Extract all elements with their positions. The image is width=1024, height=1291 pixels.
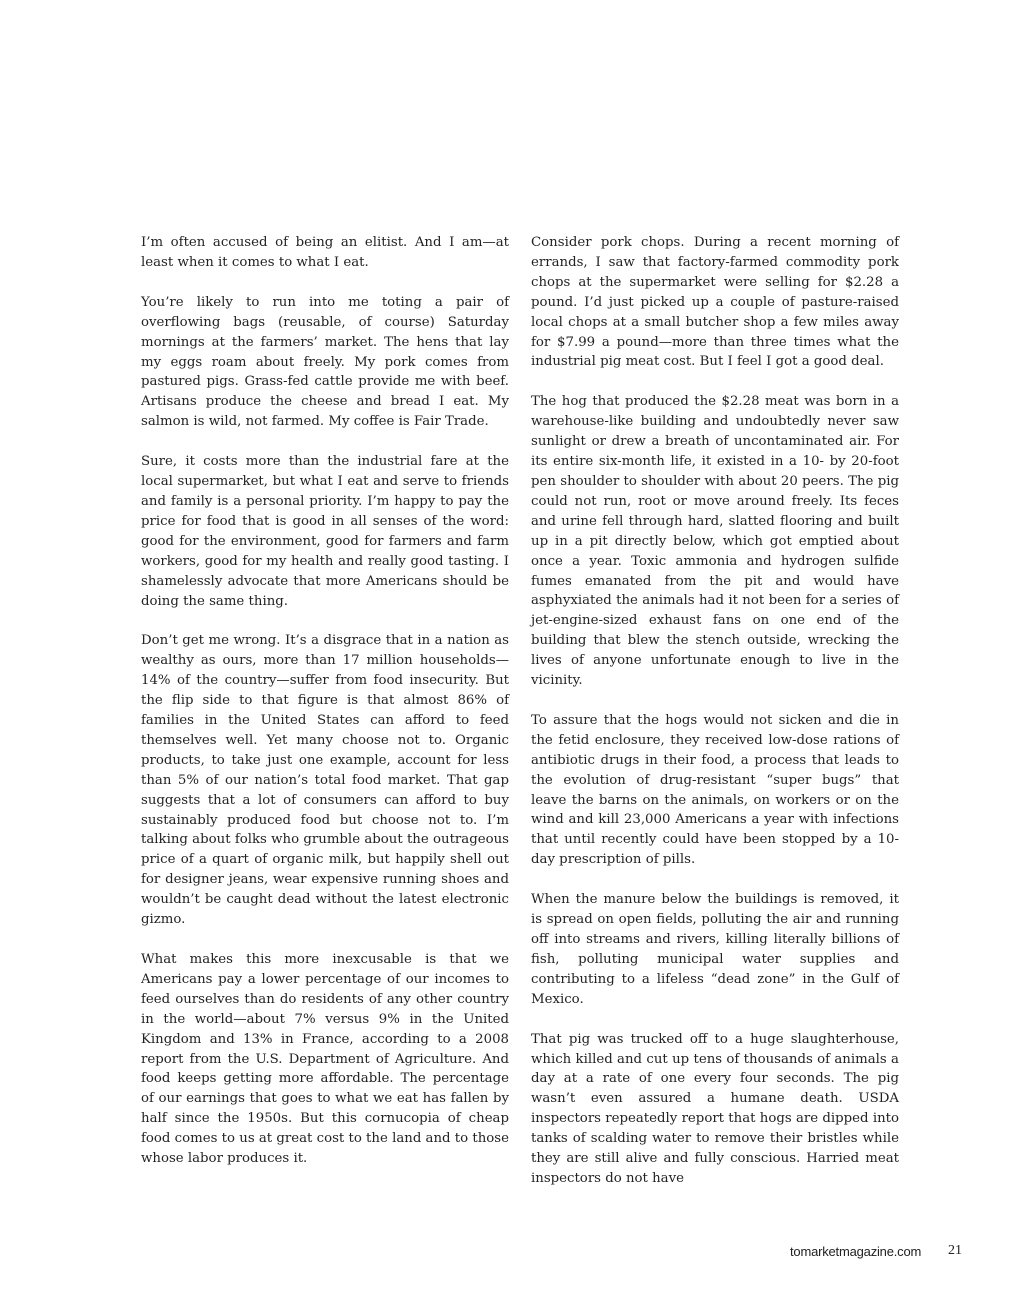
article-left-column (141, 233, 509, 1189)
paragraph: Consider pork chops. During a recent morning of errands, I saw that factory-farmed commodity pork chops at the supermarket were selling for $2.28 a pound. I’d just picked up a couple of pasture-raised local chops at a small butcher shop a few miles away for $7.99 a pound—more than three times what the industrial pig meat cost. But I feel I got a good deal. (531, 235, 899, 370)
paragraph: What makes this more inexcusable is that we Americans pay a lower percentage of our incomes to feed ourselves than do residents of any other country in the world—about 7% versus 9% in the United Kingdom and 13% in France, according to a 2008 report from the U.S. Department of Agriculture. And food keeps getting more affordable. The percentage of our earnings that goes to what we eat has fallen by half since the 1950s. But this cornucopia of cheap food comes to us at great cost to the land and to those whose labor produces it. (141, 952, 509, 1167)
paragraph: The hog that produced the $2.28 meat was born in a warehouse-like building and undoubtedly never saw sunlight or drew a breath of uncontaminated air. For its entire six-month life, it existed in a 10- by 20-foot pen shoulder to shoulder with about 20 peers. The pig could not run, root or move around freely. Its feces and urine fell through hard, slatted flooring and built up in a pit directly below, which got emptied about once a year. Toxic ammonia and hydrogen sulfide fumes emanated from the pit and would have asphyxiated the animals had it not been for a series of jet-engine-sized exhaust fans on one end of the building that blew the stench outside, wrecking the lives of anyone unfortunate enough to live in the vicinity. (531, 394, 899, 689)
paragraph: You’re likely to run into me toting a pair of overflowing bags (reusable, of course) Saturday mornings at the farmers’ market. The hens that lay my eggs roam about freely. My pork comes from pastured pigs. Grass-fed cattle provide me with beef. Artisans produce the cheese and bread I eat. My salmon is wild, not farmed. My coffee is Fair Trade. (141, 294, 509, 430)
article-right-column (531, 233, 899, 1209)
paragraph: That pig was trucked off to a huge slaughterhouse, which killed and cut up tens of thousands of animals a day at a rate of one every four seconds. The pig wasn’t even assured a humane death. USDA inspectors repeatedly report that hogs are dipped into tanks of scalding water to remove their bristles while they are still alive and fully conscious. Harried meat inspectors do not have (531, 1031, 899, 1186)
paragraph: Don’t get me wrong. It’s a disgrace that in a nation as wealthy as ours, more than 17 million households—14% of the country—suffer from food insecurity. But the flip side to that figure is that almost 86% of families in the United States can afford to feed themselves well. Yet many choose not to. Organic products, to take just one example, account for less than 5% of our nation’s total food market. That gap suggests that a lot of consumers can afford to buy sustainably produced food but choose not to. I’m talking about folks who grumble about the outrageous price of a quart of organic milk, but happily shell out for designer jeans, wear expensive running shoes and wouldn’t be caught dead without the latest electronic gizmo. (141, 633, 509, 928)
paragraph: Sure, it costs more than the industrial fare at the local supermarket, but what I eat and serve to friends and family is a personal priority. I’m happy to pay the price for food that is good in all senses of the word: good for the environment, good for farmers and farm workers, good for my health and really good tasting. I shamelessly advocate that more Americans should be doing the same thing. (141, 454, 509, 609)
paragraph: When the manure below the buildings is removed, it is spread on open fields, polluting the air and running off into streams and rivers, killing literally billions of fish, polluting municipal water supplies and contributing to a lifeless “dead zone” in the Gulf of Mexico. (531, 892, 899, 1007)
paragraph: To assure that the hogs would not sicken and die in the fetid enclosure, they received low-dose rations of antibiotic drugs in their food, a process that leads to the evolution of drug-resistant “super bugs” that leave the barns on the animals, on workers or on the wind and kill 23,000 Americans a year with infections that until recently could have been stopped by a 10-day prescription of pills. (531, 712, 899, 868)
paragraph: I’m often accused of being an elitist. And I am—at least when it comes to what I eat. (141, 235, 509, 270)
footer-website-url: tomarketmagazine.com (790, 1244, 922, 1259)
page-number: 21 (948, 1243, 962, 1258)
